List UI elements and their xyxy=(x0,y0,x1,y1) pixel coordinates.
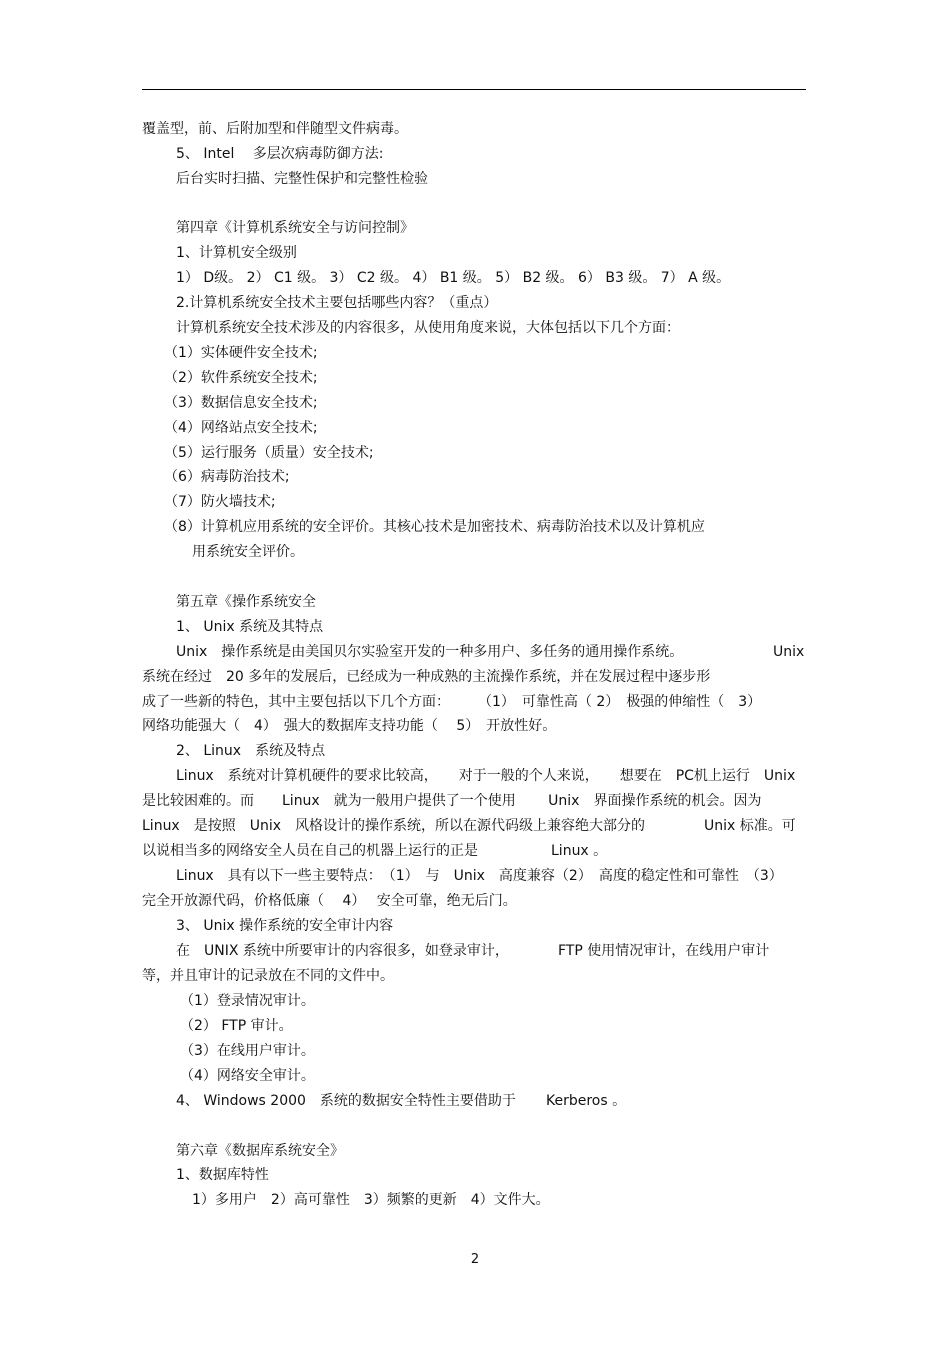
text-line: 以说相当多的网络安全人员在自己的机器上运行的正是 xyxy=(142,843,478,859)
text-line: 系统在经过 20 多年的发展后，已经成为一种成熟的主流操作系统，并在发展过程中逐步形 xyxy=(142,669,711,685)
section-heading: 2.计算机系统安全技术主要包括哪些内容？（重点） xyxy=(176,295,498,311)
text-line: Linux 具有以下一些主要特点： （1） 与 Unix 高度兼容（2） 高度的稳定性和可靠性 （3） xyxy=(176,868,783,884)
list-item: （4）网络站点安全技术; xyxy=(164,420,318,436)
header-rule xyxy=(142,89,806,90)
list-item: （1）实体硬件安全技术; xyxy=(164,345,318,361)
list-item: （6）病毒防治技术; xyxy=(164,469,290,485)
section-heading: 1、计算机安全级别 xyxy=(176,245,297,261)
list-item: （2）软件系统安全技术; xyxy=(164,370,318,386)
text-line: 完全开放源代码，价格低廉（ 4） 安全可靠，绝无后门。 xyxy=(142,893,517,909)
text-line: Unix 操作系统是由美国贝尔实验室开发的一种多用户、多任务的通用操作系统。 xyxy=(176,644,684,660)
list-item: （3）在线用户审计。 xyxy=(180,1043,315,1059)
list-item: （7）防火墙技术; xyxy=(164,494,276,510)
section-heading: 3、 Unix 操作系统的安全审计内容 xyxy=(176,918,394,934)
text-line: Unix xyxy=(773,644,805,660)
text-line: 成了一些新的特色，其中主要包括以下几个方面： （1） 可靠性高（ 2） 极强的伸缩性（ 3） xyxy=(142,694,762,710)
text-line: FTP 使用情况审计，在线用户审计 xyxy=(558,943,770,959)
chapter-heading: 第六章《数据库系统安全》 xyxy=(176,1143,344,1159)
section-heading: 2、 Linux 系统及特点 xyxy=(176,743,326,759)
section-heading: 1、数据库特性 xyxy=(176,1167,269,1183)
list-item: （1）登录情况审计。 xyxy=(180,993,315,1009)
text-line: 覆盖型，前、后附加型和伴随型文件病毒。 xyxy=(142,121,408,137)
text-line: 后台实时扫描、完整性保护和完整性检验 xyxy=(176,171,428,187)
chapter-heading: 第四章《计算机系统安全与访问控制》 xyxy=(176,220,414,236)
text-line: 1） D级。 2） C1 级。 3） C2 级。 4） B1 级。 5） B2 级。 6） B3 级。 7） A 级。 xyxy=(176,270,731,286)
section-heading: 1、 Unix 系统及其特点 xyxy=(176,619,324,635)
text-line: Linux 系统对计算机硬件的要求比较高， 对于一般的个人来说， 想要在 PC机上运行 Unix xyxy=(176,768,796,784)
text-line: Linux 。 xyxy=(551,843,608,859)
text-line: 5、 Intel 多层次病毒防御方法: xyxy=(176,146,384,162)
text-line: 用系统安全评价。 xyxy=(192,544,304,560)
text-line: 是比较困难的。而 Linux 就为一般用户提供了一个使用 Unix 界面操作系统的机会。因为 xyxy=(142,793,762,809)
text-line: Kerberos 。 xyxy=(546,1093,627,1109)
list-item: （5）运行服务（质量）安全技术; xyxy=(164,445,374,461)
text-line: Unix 标准。可 xyxy=(704,818,796,834)
list-item: （4）网络安全审计。 xyxy=(180,1068,315,1084)
chapter-heading: 第五章《操作系统安全 xyxy=(176,594,316,610)
text-line: 计算机系统安全技术涉及的内容很多，从使用角度来说，大体包括以下几个方面： xyxy=(176,320,680,336)
list-item: （3）数据信息安全技术; xyxy=(164,395,318,411)
list-item: （2） FTP 审计。 xyxy=(180,1018,293,1034)
text-line: 1）多用户 2）高可靠性 3）频繁的更新 4）文件大。 xyxy=(192,1192,550,1208)
text-line: 网络功能强大（ 4） 强大的数据库支持功能（ 5） 开放性好。 xyxy=(142,718,557,734)
page-number: 2 xyxy=(470,1252,480,1267)
text-line: 等，并且审计的记录放在不同的文件中。 xyxy=(142,968,394,984)
text-line: Linux 是按照 Unix 风格设计的操作系统，所以在源代码级上兼容绝大部分的 xyxy=(142,818,646,834)
text-line: 在 UNIX 系统中所要审计的内容很多，如登录审计， xyxy=(176,943,509,959)
list-item: （8）计算机应用系统的安全评价。其核心技术是加密技术、病毒防治技术以及计算机应 xyxy=(164,519,705,535)
section-heading: 4、 Windows 2000 系统的数据安全特性主要借助于 xyxy=(176,1093,516,1109)
